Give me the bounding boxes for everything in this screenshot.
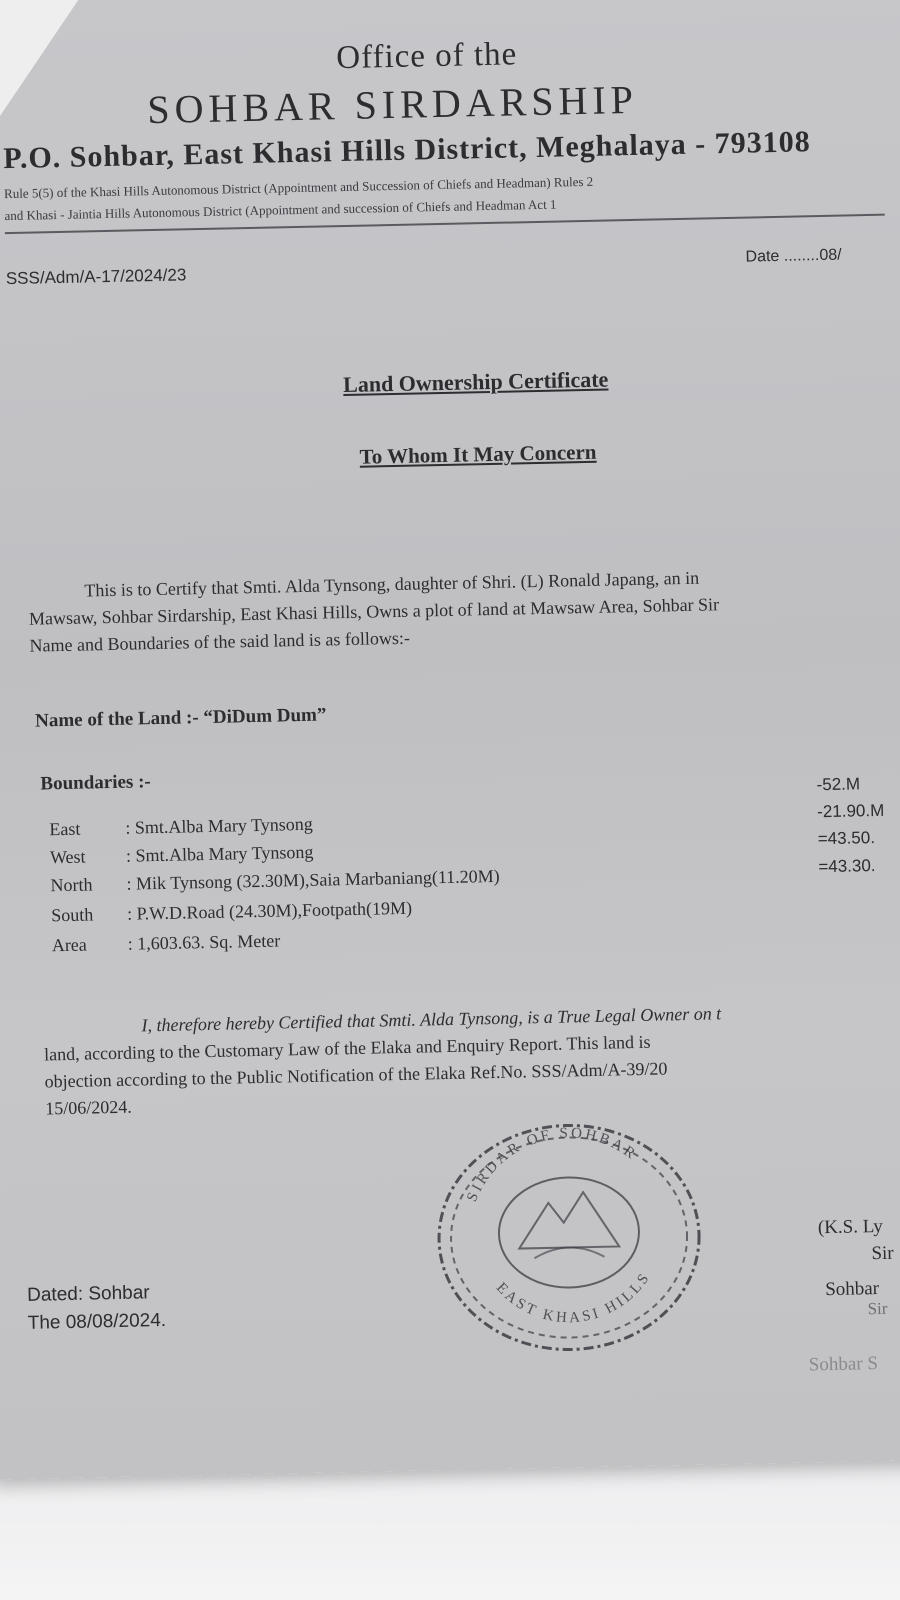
- signatory-title: Sir: [871, 1242, 894, 1265]
- office-label: Office of the: [335, 36, 518, 77]
- letterhead-rule-line: and Khasi - Jaintia Hills Autonomous District (Appointment and succession of Chiefs and Headman Act 1: [4, 196, 557, 224]
- letterhead-title: SOHBAR SIRDARSHIP: [146, 76, 639, 133]
- measurement-note: -52.M: [816, 774, 861, 795]
- dated-date: The 08/08/2024.: [27, 1309, 167, 1334]
- boundary-north-value: : Mik Tynsong (32.30M),Saia Marbaniang(11.20M): [126, 865, 500, 894]
- intro-paragraph-line: Name and Boundaries of the said land is as follows:-: [29, 627, 411, 656]
- official-seal-stamp: [421, 1095, 716, 1361]
- boundary-south-label: South: [50, 904, 94, 926]
- boundaries-heading: Boundaries :-: [40, 771, 151, 795]
- letterhead-address: P.O. Sohbar, East Khasi Hills District, Meghalaya - 793108: [2, 125, 812, 176]
- seal-bottom-text: EAST KHASI HILLS: [492, 1269, 654, 1327]
- intro-paragraph-line: Mawsaw, Sohbar Sirdarship, East Khasi Hills, Owns a plot of land at Mawsaw Area, Sohbar Sir: [28, 594, 720, 629]
- boundary-west-value: : Smt.Alba Mary Tynsong: [125, 841, 314, 866]
- letterhead-rule-line: Rule 5(5) of the Khasi Hills Autonomous District (Appointment and Succession of Chiefs and Headman) Rules 2: [3, 173, 594, 202]
- conclusion-paragraph-line: land, according to the Customary Law of the Elaka and Enquiry Report. This land is: [43, 1031, 651, 1065]
- area-value: : 1,603.63. Sq. Meter: [127, 930, 281, 954]
- boundary-south-value: : P.W.D.Road (24.30M),Footpath(19M): [126, 897, 413, 924]
- conclusion-paragraph-line: objection according to the Public Notification of the Elaka Ref.No. SSS/Adm/A-39/20: [44, 1058, 668, 1092]
- seal-graphic: [421, 1095, 716, 1361]
- boundary-east-value: : Smt.Alba Mary Tynsong: [125, 813, 313, 838]
- boundary-west-label: West: [49, 846, 86, 868]
- seal-top-text: SIRDAR OF SOHBAR: [464, 1125, 641, 1205]
- signatory-name: (K.S. Ly: [817, 1215, 884, 1239]
- measurement-note: -21.90.M: [816, 800, 885, 822]
- signatory-stamp-text: Sohbar S: [808, 1353, 879, 1376]
- signatory-title-faded: Sir: [867, 1298, 888, 1319]
- conclusion-paragraph-line: I, therefore hereby Certified that Smti. Alda Tynsong, is a True Legal Owner on t: [141, 1003, 722, 1036]
- signatory-place: Sohbar: [824, 1278, 880, 1301]
- land-name: Name of the Land :- “DiDum Dum”: [34, 704, 327, 732]
- certificate-subtitle: To Whom It May Concern: [359, 439, 597, 469]
- intro-paragraph-line: This is to Certify that Smti. Alda Tynsong, daughter of Shri. (L) Ronald Japang, an in: [84, 567, 700, 601]
- certificate-title: Land Ownership Certificate: [342, 366, 609, 398]
- date-field: Date ........08/: [745, 246, 842, 266]
- reference-number: SSS/Adm/A-17/2024/23: [5, 265, 187, 289]
- boundary-north-label: North: [50, 874, 93, 896]
- measurement-note: =43.30.: [818, 856, 876, 877]
- measurement-note: =43.50.: [817, 828, 876, 849]
- conclusion-paragraph-line: 15/06/2024.: [45, 1096, 132, 1119]
- dated-place: Dated: Sohbar: [26, 1282, 150, 1306]
- area-label: Area: [51, 934, 88, 956]
- boundary-east-label: East: [49, 818, 81, 840]
